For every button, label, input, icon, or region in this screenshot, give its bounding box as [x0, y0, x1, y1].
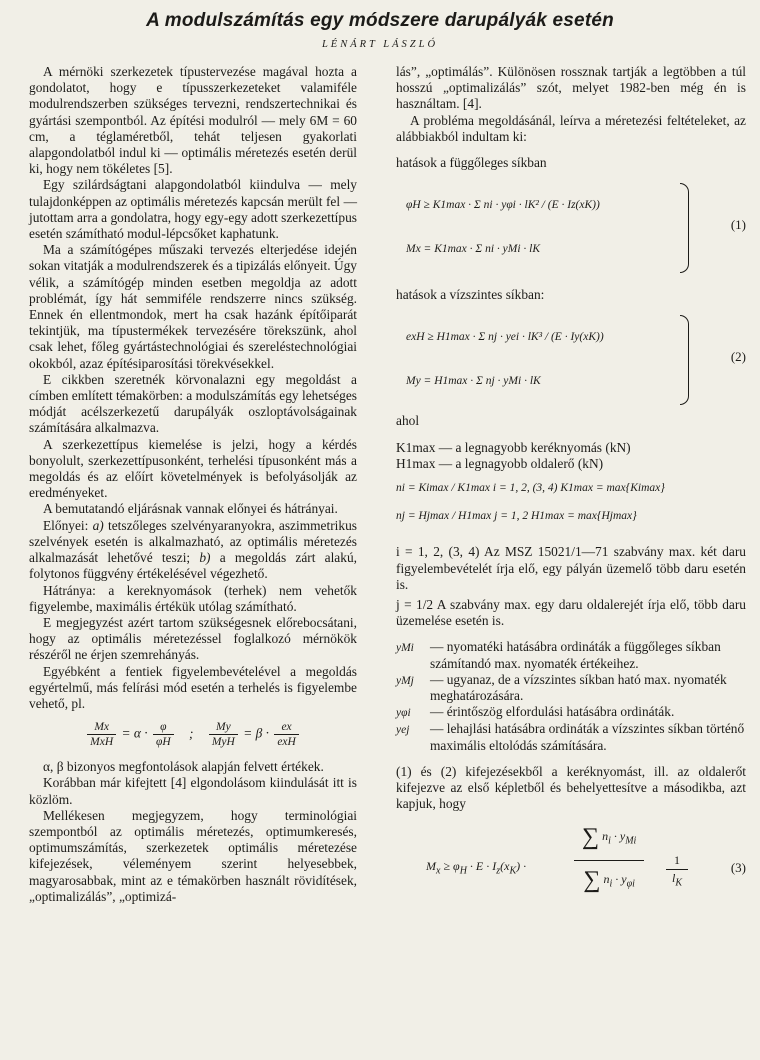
paragraph: Egy szilárdságtani alapgondolatból kiindulva — mely tulajdonképpen az optimális méretezés kapcsán merült fel — jutottam arra a gondolatra, hogy egy-egy adott szerkezettípus esetén számítható modul-lépcsőket kaphatunk. — [29, 177, 357, 242]
ratio-ni: ni = Kimax / K1max i = 1, 2, (3, 4) K1max = max{Kimax} — [396, 482, 665, 495]
author-name: LÉNÁRT LÁSZLÓ — [321, 39, 439, 50]
symbol-item: yej — lehajlási hatásábra ordináták a vízszintes síkban történő maximális eltolódás számítására. — [396, 721, 745, 753]
definition: K1max — a legnagyobb keréknyomás (kN) — [396, 439, 631, 455]
equation-2 — [396, 309, 746, 409]
paragraph: α, β bizonyos megfontolások alapján felvett értékek. — [43, 759, 324, 775]
right-column — [396, 64, 746, 928]
equation-number: (1) — [730, 217, 746, 233]
equation-brace — [680, 183, 689, 273]
where-label: ahol — [396, 413, 420, 429]
item-marker: b) — [199, 550, 211, 566]
paragraph: A mérnöki szerkezetek típustervezése magával hozta a gondolatot, hogy e típusszerkezeteket valamiféle modulrendszerben szükséges tervezni, rendszertechnikai és gyártási szempontból. Az építési modulról — mely 6M = 60 cm, a téglaméretből, tehát teljesen gyakorlati alapgondolatból indul ki — optimális méretezés esetén derül ki, hogy nem tökéletes [5]. — [29, 64, 357, 177]
equation-3-body: $M_x \ge \varphi_H \cdot E \cdot I_z(x_K)$ · — [426, 859, 527, 877]
equation-brace — [680, 315, 689, 405]
section-label: hatások a függőleges síkban — [396, 155, 547, 171]
symbol-list — [396, 639, 746, 753]
paragraph: Mellékesen megjegyzem, hogy terminológiai szempontból az optimális méretezés, optimumkeresés, optimumszámítás, szerkezetek optimális méretezése kifejezések, véleményem szerint helyesebbek, magyarosabbak, mint az e témakörben használt rövidítések, „optimalizálás”, „optimizá- — [29, 807, 357, 904]
paragraph-advantages — [29, 518, 357, 583]
paragraph: j = 1/2 A szabvány max. egy daru oldalerejét írja elő, több daru üzemelése esetén is. — [396, 597, 746, 629]
item-marker: a) — [92, 517, 104, 533]
advantage-b: a megoldás zárt alakú, folytonos függvény értékelésével végezhető. — [29, 550, 357, 582]
equation-line: exH ≥ H1max · Σ nj · yei · lK³ / (E · Iy(xK)) — [406, 331, 604, 344]
equation-number: (2) — [730, 349, 746, 365]
left-column — [29, 64, 357, 905]
paragraph: Egyébként a fentiek figyelembevételével a megoldás egyértelmű, más felírási mód esetén a terhelés is figyelembe vehető, pl. — [29, 663, 357, 711]
paragraph: A szerkezettípus kiemelése is jelzi, hogy a kérdés bonyolult, szerkezettípusonként, terhelési típusonként más a megoldás és az előírt követelmények is befolyásolják az eredményeket. — [29, 436, 357, 501]
equation-line: Mx = K1max · Σ ni · yMi · lK — [406, 243, 541, 256]
paragraph: E megjegyzést azért tartom szükségesnek előrebocsátani, hogy az optimális méretezéssel foglalkozó mérnökök részéről ne érjen szemrehányás. — [29, 614, 357, 663]
equation-3-fraction: ∑ $n_i \cdot y_{Mi}$ ∑ $n_i \cdot y_{\varphi i}$ — [574, 824, 644, 892]
advantages-label: Előnyei: — [43, 517, 93, 533]
fraction: $\frac{ex}{\text{exH}}$ — [274, 720, 299, 749]
equation-3 — [396, 818, 746, 928]
equation-1 — [396, 177, 746, 277]
fraction: $\frac{My}{\text{MyH}}$ — [209, 720, 238, 749]
equation-line: φH ≥ K1max · Σ ni · yφi · lK² / (E · Iz(xK)) — [406, 199, 600, 212]
definition: H1max — a legnagyobb oldalerő (kN) — [396, 455, 604, 471]
section-label: hatások a vízszintes síkban: — [396, 287, 545, 303]
paragraph: Ma a számítógépes műszaki tervezés elterjedése idején sokan vitatják a modulrendszerek és a tipizálás előnyeit. Úgy vélik, a számítógép minden esetben megoldja az adott problémát, így hát semmiféle rendszerre nincs szükség. Ennek én ellentmondok, mert ha csak hazánk építőiparát tekintjük, ma típustermékek tervezésére törekszünk, ahol csak lehet, főleg gyártástechnológiai és szereléstechnológiai okokból, azaz építésiparosítási törekvésekkel. — [29, 242, 357, 371]
fraction: $\frac{\varphi}{\varphi H}$ — [153, 720, 174, 749]
symbol-item: yMj — ugyanaz, de a vízszintes síkban ható max. nyomaték meghatározására. — [396, 671, 727, 704]
symbol-item: yMi — nyomatéki hatásábra ordináták a függőleges síkban számítandó max. nyomaték értékeihez. — [396, 639, 721, 671]
paragraph: A bemutatandó eljárásnak vannak előnyei és hátrányai. — [43, 501, 338, 517]
paragraph: Hátránya: a kereknyomások (terhek) nem vehetők figyelembe, maximális értékük utólag számítható. — [29, 582, 357, 614]
symbol-item: yφi — érintőszög elfordulási hatásábra ordináták. — [396, 704, 675, 720]
advantage-a: tetszőleges szelvényaranyokra, aszimmetrikus szelvények esetén is alkalmazható, az optimális méretezés alkalmazását lehetővé teszi; — [29, 517, 357, 566]
ratio-nj: nj = Hjmax / H1max j = 1, 2 H1max = max{Hjmax} — [396, 510, 637, 523]
paragraph: (1) és (2) kifejezésekből a keréknyomást, ill. az oldalerőt kifejezve az első képletből és behelyettesítve a másodikba, azt kapjuk, hogy — [396, 763, 746, 812]
paragraph: lás”, „optimálás”. Különösen rossznak tartják a legtöbben a túl hosszú „optimalizálás” szót, melyet 1982-ben még én is használtam. [4]. — [396, 64, 746, 112]
paragraph: i = 1, 2, (3, 4) Az MSZ 15021/1—71 szabvány max. két daru figyelembevételét írja elő, egy pályán üzemelő több daru esetén is. — [396, 544, 746, 592]
paragraph: Korábban már kifejtett [4] elgondolásom kiindulását itt is közlöm. — [29, 775, 357, 807]
paragraph: E cikkben szeretnék körvonalazni egy megoldást a címben említett témakörben: a modulszámítás egy lehetséges módját acélszerkezetű darupályák oszloptávolságainak számítására alkalmazva. — [29, 371, 357, 436]
fraction: $\frac{Mx}{\text{MxH}}$ — [87, 720, 116, 749]
equation-line: My = H1max · Σ nj · yMi · lK — [406, 375, 541, 388]
equation-3-reciprocal: 1 $l_K$ — [666, 852, 688, 891]
equation-number: (3) — [730, 860, 746, 876]
ratio-equation: $\frac{Mx}{\text{MxH}}$ = α · $\frac{\varphi}{\varphi H}$ ; $\frac{My}{\text{MyH}}$ = β · $\frac{ex}{\text{exH}}$ — [29, 720, 357, 749]
article-title: A modulszámítás egy módszere darupályák esetén — [146, 10, 614, 31]
paragraph: A probléma megoldásánál, leírva a méretezési feltételeket, az alábbiakból indultam ki: — [396, 112, 746, 144]
